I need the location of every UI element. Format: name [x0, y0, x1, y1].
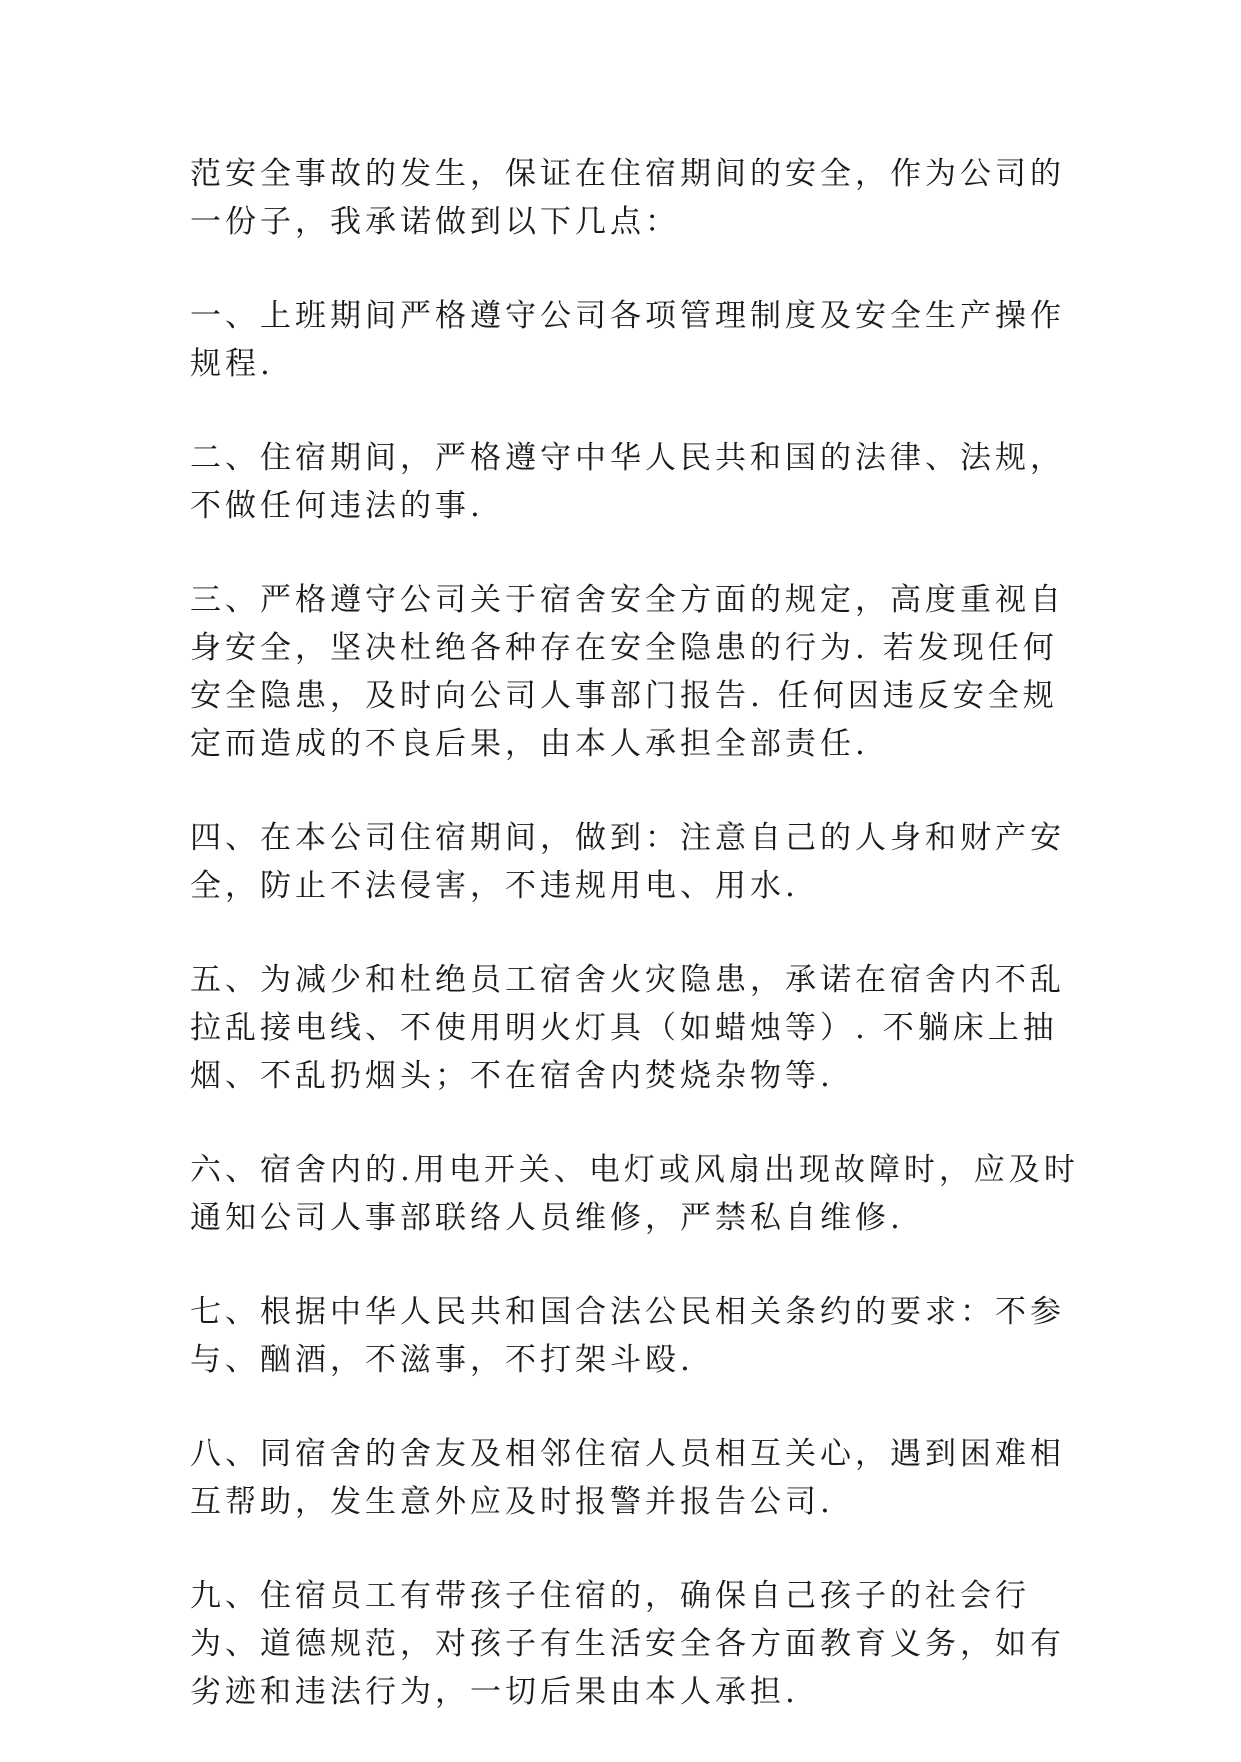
clause-2 — [190, 434, 1070, 530]
text-line: 拉乱接电线、不使用明火灯具（如蜡烛等）. 不躺床上抽 — [190, 1010, 1058, 1046]
text-line: 与、酗酒，不滋事，不打架斗殴. — [190, 1342, 694, 1378]
text-line: 烟、不乱扔烟头；不在宿舍内焚烧杂物等. — [190, 1058, 834, 1094]
text-line: 范安全事故的发生，保证在住宿期间的安全，作为公司的 — [190, 156, 1065, 192]
text-line: 定而造成的不良后果，由本人承担全部责任. — [190, 726, 869, 762]
text-line: 五、为减少和杜绝员工宿舍火灾隐患，承诺在宿舍内不乱 — [190, 962, 1065, 998]
text-line: 七、根据中华人民共和国合法公民相关条约的要求：不参 — [190, 1294, 1065, 1330]
text-line: 八、同宿舍的舍友及相邻住宿人员相互关心，遇到困难相 — [190, 1436, 1065, 1472]
document-body — [190, 150, 1079, 1762]
text-line: 安全隐患，及时向公司人事部门报告. 任何因违反安全规 — [190, 678, 1058, 714]
text-line: 身安全，坚决杜绝各种存在安全隐患的行为. 若发现任何 — [190, 630, 1058, 666]
text-line: 六、宿舍内的.用电开关、电灯或风扇出现故障时，应及时 — [190, 1152, 1079, 1188]
intro-paragraph — [190, 150, 1070, 246]
clause-7 — [190, 1288, 1070, 1384]
clause-3 — [190, 576, 1070, 768]
text-line: 一份子，我承诺做到以下几点： — [190, 204, 680, 240]
text-line: 四、在本公司住宿期间，做到：注意自己的人身和财产安 — [190, 820, 1065, 856]
text-line: 三、严格遵守公司关于宿舍安全方面的规定，高度重视自 — [190, 582, 1065, 618]
text-line: 规程. — [190, 346, 274, 382]
clause-6 — [190, 1146, 1079, 1242]
text-line: 为、道德规范，对孩子有生活安全各方面教育义务，如有 — [190, 1626, 1065, 1662]
clause-9 — [190, 1572, 1070, 1716]
text-line: 互帮助，发生意外应及时报警并报告公司. — [190, 1484, 834, 1520]
clause-5 — [190, 956, 1070, 1100]
text-line: 全，防止不法侵害，不违规用电、用水. — [190, 868, 799, 904]
text-line: 通知公司人事部联络人员维修，严禁私自维修. — [190, 1200, 904, 1236]
clause-1 — [190, 292, 1070, 388]
clause-8 — [190, 1430, 1070, 1526]
text-line: 劣迹和违法行为，一切后果由本人承担. — [190, 1674, 799, 1710]
clause-4 — [190, 814, 1070, 910]
text-line: 九、住宿员工有带孩子住宿的，确保自己孩子的社会行 — [190, 1578, 1030, 1614]
text-line: 二、住宿期间，严格遵守中华人民共和国的法律、法规， — [190, 440, 1065, 476]
text-line: 不做任何违法的事. — [190, 488, 484, 524]
text-line: 一、上班期间严格遵守公司各项管理制度及安全生产操作 — [190, 298, 1065, 334]
